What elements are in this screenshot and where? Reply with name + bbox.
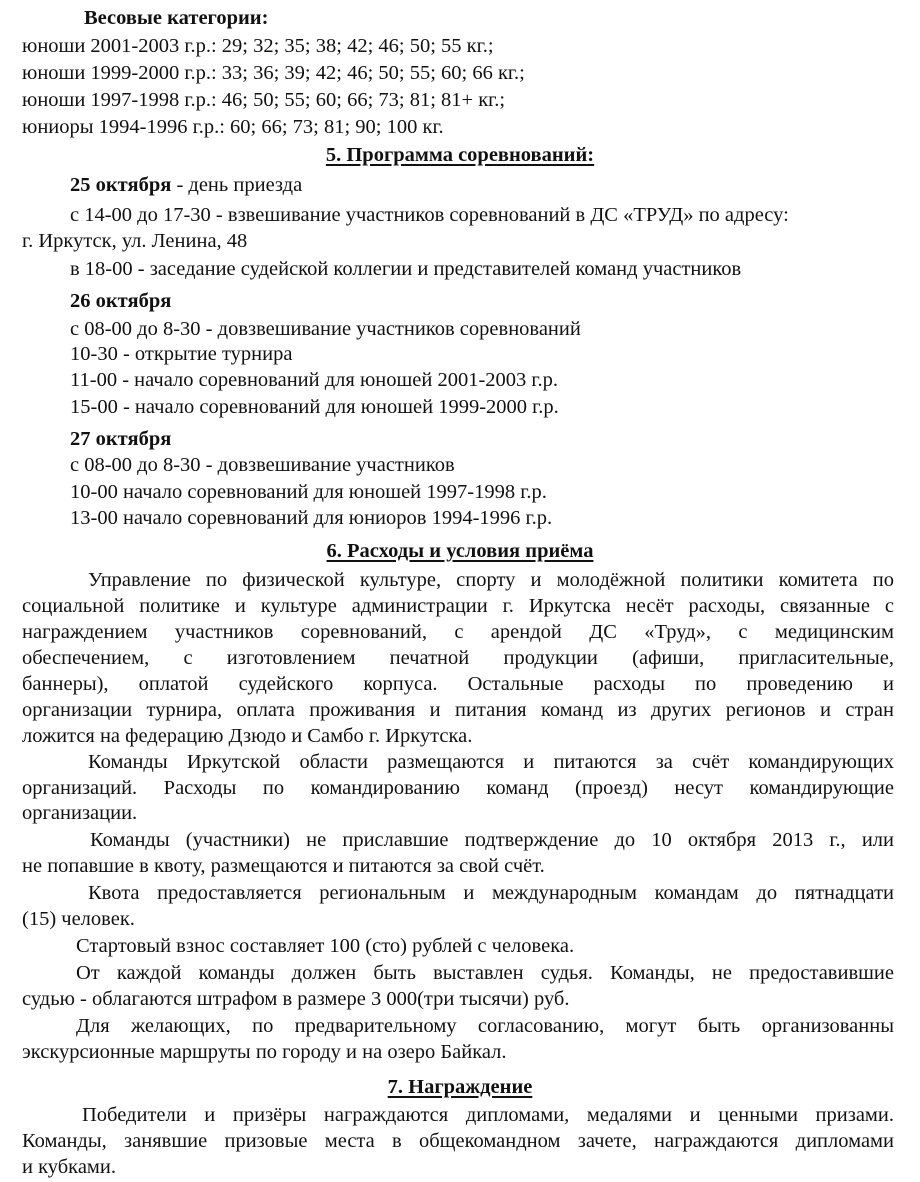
day2-item: с 08-00 до 8-30 - довзвешивание участников соревнований xyxy=(70,318,581,340)
paragraph-line: организаций. Расходы по командированию команд (проезд) несут командирующие xyxy=(22,777,894,799)
day2-item: 10-30 - открытие турнира xyxy=(70,343,293,365)
paragraph-line: От каждой команды должен быть выставлен судья. Команды, не предоставившие xyxy=(76,962,894,984)
day1-item: с 14-00 до 17-30 - взвешивание участников соревнований в ДС «ТРУД» по адресу: xyxy=(70,204,789,226)
weights-line: юноши 1999-2000 г.р.: 33; 36; 39; 42; 46; 50; 55; 60; 66 кг.; xyxy=(22,62,525,84)
paragraph-line: Управление по физической культуре, спорту и молодёжной политики комитета по xyxy=(88,569,894,591)
paragraph-line: ложится на федерацию Дзюдо и Самбо г. Иркутска. xyxy=(22,725,473,747)
day2-item: 11-00 - начало соревнований для юношей 2001-2003 г.р. xyxy=(70,369,559,391)
paragraph-line: Для желающих, по предварительному согласованию, могут быть организованны xyxy=(76,1015,894,1037)
paragraph-line: судью - облагаются штрафом в размере 3 000(три тысячи) руб. xyxy=(22,988,570,1010)
day3-item: с 08-00 до 8-30 - довзвешивание участников xyxy=(70,454,455,476)
paragraph-line: Команды (участники) не приславшие подтверждение до 10 октября 2013 г., или xyxy=(90,829,894,851)
weights-line: юниоры 1994-1996 г.р.: 60; 66; 73; 81; 90; 100 кг. xyxy=(22,116,444,138)
day3-date: 27 октября xyxy=(70,428,172,450)
paragraph-line: и кубками. xyxy=(22,1156,116,1178)
paragraph-line: (15) человек. xyxy=(22,908,135,930)
paragraph-line: социальной политике и культуре администрации г. Иркутска несёт расходы, связанные с xyxy=(22,595,894,617)
day1-header xyxy=(70,172,302,198)
section-7-heading: 7. Награждение xyxy=(387,1076,533,1098)
weights-line: юноши 1997-1998 г.р.: 46; 50; 55; 60; 66; 73; 81; 81+ кг.; xyxy=(22,89,506,111)
section-5-heading: 5. Программа соревнований: xyxy=(325,144,595,166)
section-6-heading: 6. Расходы и условия приёма xyxy=(326,540,594,562)
paragraph-line: организации. xyxy=(22,802,138,824)
paragraph-line: экскурсионные маршруты по городу и на озеро Байкал. xyxy=(22,1041,507,1063)
paragraph-line: обеспечением, с изготовлением печатной продукции (афиши, пригласительные, xyxy=(22,647,894,669)
day1-date: 25 октября xyxy=(70,174,172,196)
day2-item: 15-00 - начало соревнований для юношей 1999-2000 г.р. xyxy=(70,396,559,418)
day1-item-cont: г. Иркутск, ул. Ленина, 48 xyxy=(22,230,248,252)
day3-item: 13-00 начало соревнований для юниоров 1994-1996 г.р. xyxy=(70,507,553,529)
paragraph-line: Квота предоставляется региональным и международным командам до пятнадцати xyxy=(88,882,894,904)
day3-item: 10-00 начало соревнований для юношей 1997-1998 г.р. xyxy=(70,481,547,503)
day1-date-suffix: - день приезда xyxy=(171,174,303,196)
paragraph-line: награждением участников соревнований, с арендой ДС «Труд», с медицинским xyxy=(22,621,894,643)
paragraph-line: Победители и призёры награждаются дипломами, медалями и ценными призами. xyxy=(82,1104,894,1126)
paragraph-line: организации турнира, оплата проживания и питания команд из других регионов и стран xyxy=(22,699,894,721)
paragraph-line: Команды, занявшие призовые места в общекомандном зачете, награждаются дипломами xyxy=(22,1130,894,1152)
weights-line: юноши 2001-2003 г.р.: 29; 32; 35; 38; 42; 46; 50; 55 кг.; xyxy=(22,35,494,57)
paragraph-line: Стартовый взнос составляет 100 (сто) рублей с человека. xyxy=(76,935,575,957)
paragraph-line: баннеры), оплатой судейского корпуса. Остальные расходы по проведению и xyxy=(22,673,894,695)
paragraph-line: Команды Иркутской области размещаются и питаются за счёт командирующих xyxy=(88,751,894,773)
paragraph-line: не попавшие в квоту, размещаются и питаются за свой счёт. xyxy=(22,855,545,877)
day1-item: в 18-00 - заседание судейской коллегии и представителей команд участников xyxy=(70,258,742,280)
weights-title: Весовые категории: xyxy=(84,7,269,29)
day2-date: 26 октября xyxy=(70,290,172,312)
